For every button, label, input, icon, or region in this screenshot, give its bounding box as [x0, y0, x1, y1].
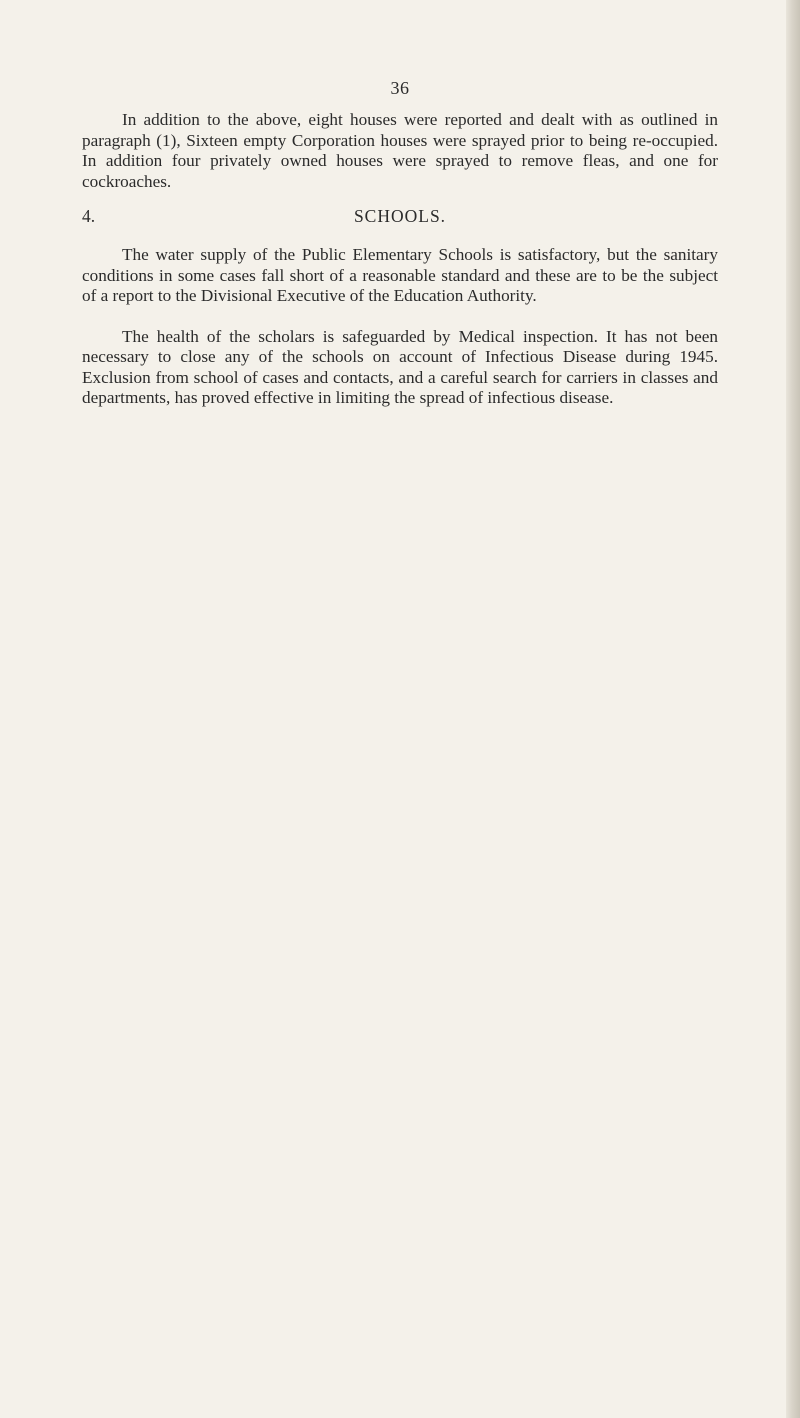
page-edge-shadow — [786, 0, 800, 1418]
paragraph-water-supply: The water supply of the Public Elementary Schools is satisfactory, but the sanitary conditions in some cases fall short of a reasonable standard and these are to be the subject of a report to the Divisional Executive of the Education Authority. — [82, 245, 718, 305]
section-number: 4. — [82, 206, 96, 226]
section-title: SCHOOLS. — [353, 206, 447, 226]
document-body — [82, 110, 718, 409]
section-heading — [82, 206, 718, 228]
page-number: 36 — [390, 78, 410, 98]
paragraph-health: The health of the scholars is safeguarded by Medical inspection. It has not been necessary to close any of the schools on account of Infectious Disease during 1945. Exclusion from school of cases and contacts, and a careful search for carriers in classes and departments, has proved effective in limiting the spread of infectious disease. — [82, 326, 718, 407]
paragraph-spacer — [82, 307, 718, 327]
paragraph-intro: In addition to the above, eight houses were reported and dealt with as outlined in paragraph (1), Sixteen empty Corporation houses were sprayed prior to being re-occupied. In addition four privately owned houses were sprayed to remove fleas, and one for cockroaches. — [82, 110, 718, 191]
